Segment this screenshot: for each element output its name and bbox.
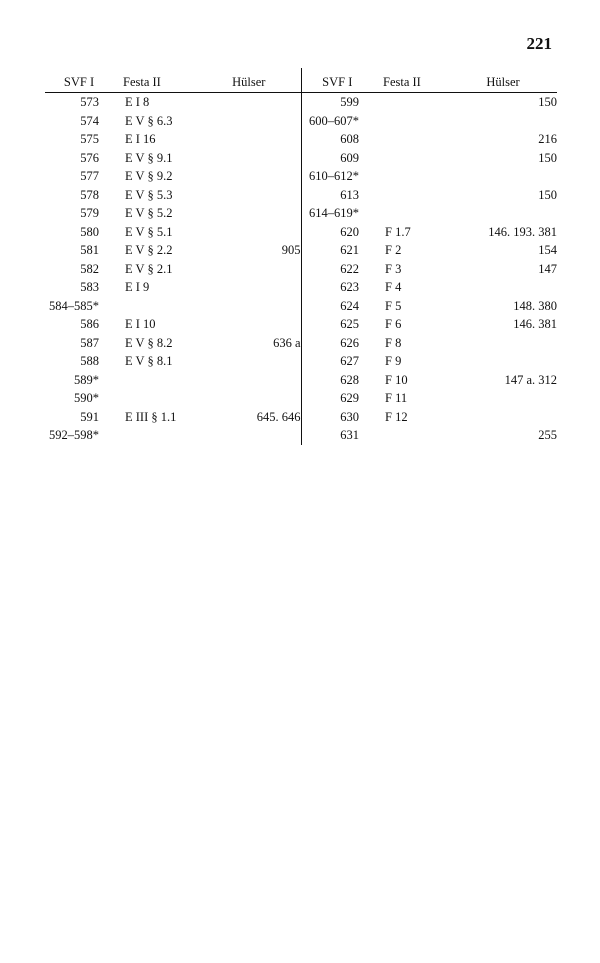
right-svf-cell: 623 [301, 278, 373, 297]
left-festa-cell: E I 10 [125, 317, 156, 331]
left-svf-cell: 583 [80, 280, 99, 294]
left-svf-cell: 591 [80, 409, 99, 424]
table-row [45, 130, 557, 149]
table-row [45, 334, 557, 353]
left-svf-cell: 579 [80, 206, 99, 220]
page-number: 221 [526, 34, 552, 53]
right-festa-cell [373, 93, 449, 112]
right-header-huelser: Hülser [486, 75, 520, 89]
table-row [45, 315, 557, 334]
left-huelser-cell [197, 130, 301, 149]
right-header-svf: SVF I [301, 68, 373, 93]
left-huelser-cell [197, 260, 301, 279]
right-festa-cell: F 5 [385, 298, 402, 313]
left-header-huelser: Hülser [232, 75, 266, 89]
left-huelser-cell [197, 186, 301, 205]
right-festa-cell [373, 149, 449, 168]
table-row [45, 408, 557, 427]
left-festa-cell: E III § 1.1 [125, 409, 177, 424]
right-huelser-cell [449, 278, 557, 297]
left-festa-cell: E V § 5.3 [125, 187, 173, 202]
table-row [45, 278, 557, 297]
left-header-svf: SVF I [63, 75, 95, 89]
right-huelser-cell: 255 [538, 428, 557, 442]
left-svf-cell: 573 [80, 95, 99, 109]
right-svf-cell: 631 [301, 426, 373, 445]
left-festa-cell: E V § 2.1 [125, 261, 173, 276]
table-row [45, 389, 557, 408]
table-row [45, 223, 557, 242]
left-huelser-cell [197, 315, 301, 334]
left-festa-cell: E I 9 [125, 280, 150, 294]
right-svf-cell: 609 [301, 149, 373, 168]
right-festa-cell [373, 167, 449, 186]
left-festa-cell [113, 389, 197, 408]
concordance-table [45, 68, 557, 445]
header-row [45, 68, 557, 93]
left-huelser-cell [197, 278, 301, 297]
right-svf-cell: 629 [301, 389, 373, 408]
right-svf-cell: 621 [301, 241, 373, 260]
left-svf-cell: 577 [80, 169, 99, 183]
right-header-festa: Festa II [383, 75, 421, 89]
left-festa-cell: E V § 8.2 [125, 335, 173, 350]
right-svf-cell: 600–607* [301, 112, 373, 131]
left-huelser-cell [197, 167, 301, 186]
table-row [45, 186, 557, 205]
left-huelser-cell [197, 371, 301, 390]
left-svf-cell: 581 [80, 243, 99, 257]
table-row [45, 260, 557, 279]
right-svf-cell: 610–612* [301, 167, 373, 186]
right-huelser-cell: 150 [538, 187, 557, 202]
table-row [45, 204, 557, 223]
left-huelser-cell: 905 [281, 243, 301, 257]
concordance-table-container [45, 68, 557, 445]
right-festa-cell: F 8 [385, 335, 402, 350]
right-huelser-cell [449, 204, 557, 223]
right-svf-cell: 624 [301, 297, 373, 316]
left-huelser-cell [197, 389, 301, 408]
left-huelser-cell: 636 a [273, 335, 301, 350]
left-huelser-cell: 645. 646 [256, 409, 301, 424]
left-svf-cell: 592–598* [49, 428, 99, 442]
right-festa-cell: F 1.7 [385, 224, 411, 239]
left-festa-cell: E V § 9.1 [125, 150, 173, 165]
left-festa-cell: E V § 5.2 [125, 206, 173, 220]
left-svf-cell: 589* [74, 372, 99, 387]
left-svf-cell: 587 [80, 335, 99, 350]
left-svf-cell: 586 [80, 317, 99, 331]
left-svf-cell: 578 [80, 187, 99, 202]
right-festa-cell [373, 112, 449, 131]
left-festa-cell [113, 426, 197, 445]
left-svf-cell: 584–585* [49, 298, 99, 313]
right-huelser-cell: 148. 380 [513, 298, 557, 313]
left-huelser-cell [197, 426, 301, 445]
right-festa-cell [373, 186, 449, 205]
left-huelser-cell [197, 149, 301, 168]
left-huelser-cell [197, 93, 301, 112]
right-svf-cell: 622 [301, 260, 373, 279]
right-huelser-cell: 154 [538, 243, 557, 257]
right-huelser-cell: 146. 193. 381 [488, 224, 557, 239]
right-huelser-cell: 150 [538, 95, 557, 109]
left-svf-cell: 575 [80, 132, 99, 146]
right-svf-cell: 628 [301, 371, 373, 390]
concordance-body [45, 93, 557, 445]
left-huelser-cell [197, 204, 301, 223]
table-row [45, 167, 557, 186]
right-festa-cell: F 9 [385, 354, 402, 368]
table-row [45, 93, 557, 112]
table-row [45, 297, 557, 316]
right-huelser-cell [449, 389, 557, 408]
right-festa-cell [373, 130, 449, 149]
left-huelser-cell [197, 297, 301, 316]
table-row [45, 426, 557, 445]
left-festa-cell: E V § 6.3 [125, 113, 173, 128]
right-svf-cell: 620 [301, 223, 373, 242]
right-festa-cell: F 12 [385, 409, 408, 424]
right-svf-cell: 608 [301, 130, 373, 149]
right-huelser-cell: 150 [538, 150, 557, 165]
left-festa-cell: E I 16 [125, 132, 156, 146]
right-festa-cell: F 3 [385, 261, 402, 276]
right-festa-cell: F 4 [385, 280, 402, 294]
left-festa-cell: E V § 2.2 [125, 243, 173, 257]
right-festa-cell: F 6 [385, 317, 402, 331]
right-huelser-cell [449, 408, 557, 427]
left-festa-cell: E V § 8.1 [125, 354, 173, 368]
left-festa-cell [113, 371, 197, 390]
table-row [45, 112, 557, 131]
left-festa-cell: E V § 5.1 [125, 224, 173, 239]
left-svf-cell: 582 [80, 261, 99, 276]
left-svf-cell: 576 [80, 150, 99, 165]
left-svf-cell: 580 [80, 224, 99, 239]
right-huelser-cell: 147 [538, 261, 557, 276]
right-huelser-cell [449, 167, 557, 186]
right-svf-cell: 613 [301, 186, 373, 205]
left-huelser-cell [197, 112, 301, 131]
left-festa-cell: E I 8 [125, 95, 150, 109]
right-huelser-cell: 146. 381 [513, 317, 557, 331]
right-festa-cell [373, 204, 449, 223]
right-huelser-cell [449, 352, 557, 371]
left-svf-cell: 574 [80, 113, 99, 128]
right-svf-cell: 614–619* [301, 204, 373, 223]
left-festa-cell [113, 297, 197, 316]
left-festa-cell: E V § 9.2 [125, 169, 173, 183]
left-huelser-cell [197, 223, 301, 242]
left-header-festa: Festa II [123, 75, 161, 89]
left-huelser-cell [197, 352, 301, 371]
right-festa-cell: F 11 [385, 391, 408, 405]
left-svf-cell: 590* [74, 391, 99, 405]
right-huelser-cell: 147 a. 312 [504, 372, 557, 387]
table-row [45, 149, 557, 168]
right-svf-cell: 627 [301, 352, 373, 371]
table-row [45, 371, 557, 390]
right-svf-cell: 625 [301, 315, 373, 334]
right-huelser-cell [449, 112, 557, 131]
table-row [45, 352, 557, 371]
right-svf-cell: 630 [301, 408, 373, 427]
right-huelser-cell: 216 [538, 132, 557, 146]
table-row [45, 241, 557, 260]
right-svf-cell: 599 [301, 93, 373, 112]
right-festa-cell [373, 426, 449, 445]
left-svf-cell: 588 [80, 354, 99, 368]
right-huelser-cell [449, 334, 557, 353]
right-festa-cell: F 2 [385, 243, 402, 257]
right-festa-cell: F 10 [385, 372, 408, 387]
right-svf-cell: 626 [301, 334, 373, 353]
